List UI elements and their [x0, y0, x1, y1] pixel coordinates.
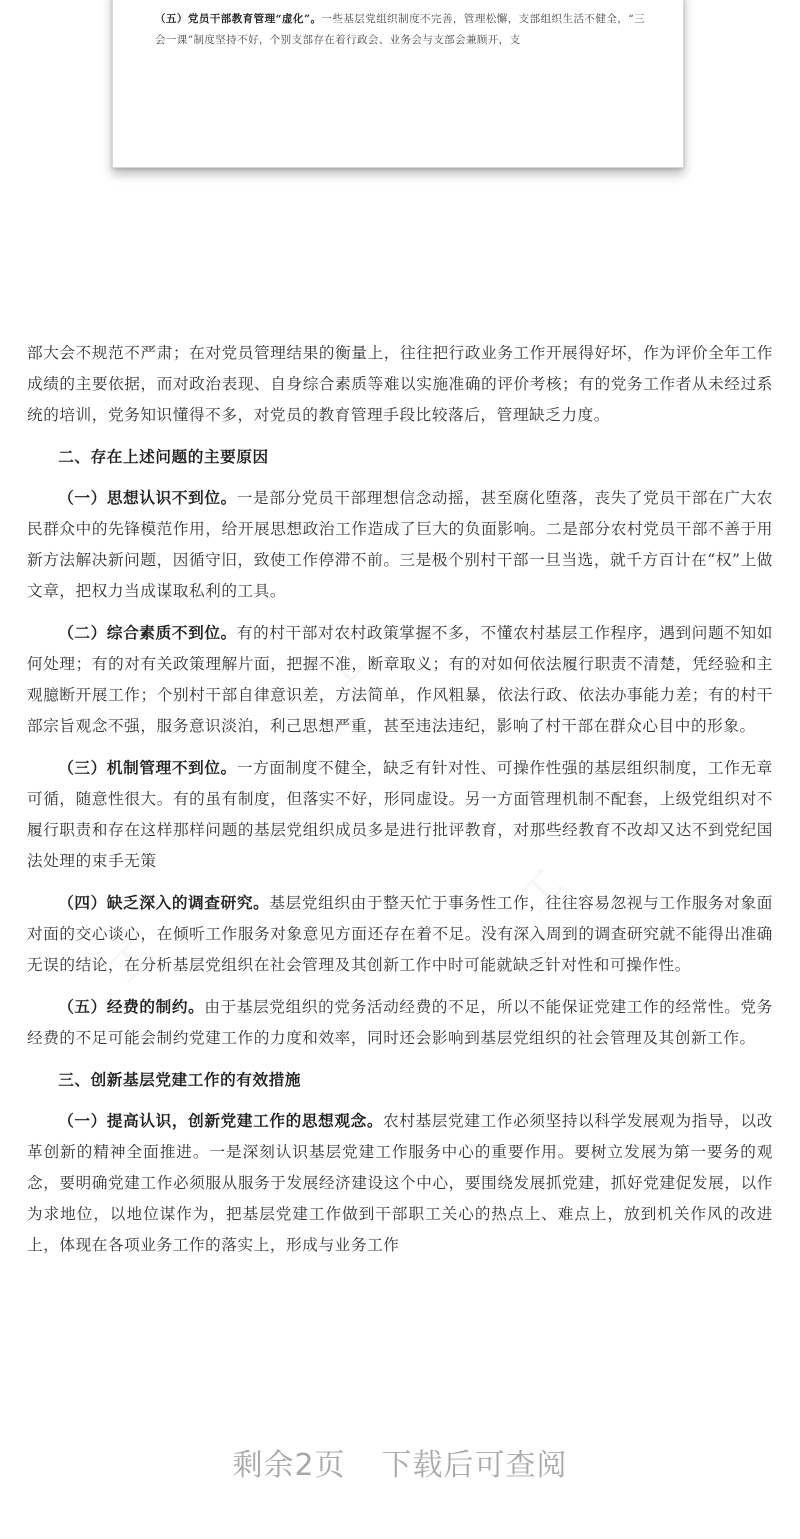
paragraph-lead: （四）缺乏深入的调查研究。 [58, 893, 270, 912]
paragraph-lead: （五）经费的制约。 [58, 997, 205, 1016]
paragraph-lead: （二）综合素质不到位。 [58, 623, 237, 642]
paragraph-lead: （三）机制管理不到位。 [58, 758, 237, 777]
preview-text [155, 9, 645, 51]
paragraph [27, 482, 773, 607]
paragraph-text: 农村基层党建工作必须坚持以科学发展观为指导，以改革创新的精神全面推进。一是深刻认识基层党建工作服务中心的重要作用。要树立发展为第一要务的观念，要明确党建工作必须服从服务于发展经济建设这个中心，要围绕发展抓党建，抓好党建促发展，以作为求地位，以地位谋作为，把基层党建工作做到干部职工关心的热点上、难点上，放到机关作风的改进上，体现在各项业务工作的落实上，形成与业务工作 [27, 1112, 773, 1254]
preview-page-card [112, 0, 684, 168]
paragraph [27, 887, 773, 981]
paragraph-lead: （一）思想认识不到位。 [58, 488, 237, 507]
paragraph [27, 752, 773, 877]
paragraph: 部大会不规范不严肃；在对党员管理结果的衡量上，往往把行政业务工作开展得好坏，作为评价全年工作成绩的主要依据，而对政治表现、自身综合素质等难以实施准确的评价考核；有的党务工作者从未经过系统的培训，党务知识懂得不多，对党员的教育管理手段比较落后，管理缺乏力度。 [27, 344, 773, 424]
preview-lead: （五）党员干部教育管理“虚化”。 [155, 13, 322, 25]
paragraph-text: 有的村干部对农村政策掌握不多，不懂农村基层工作程序，遇到问题不知如何处理；有的对有关政策理解片面，把握不准，断章取义；有的对如何依法履行职责不清楚，凭经验和主观臆断开展工作；个别村干部自律意识差，方法简单，作风粗暴，依法行政、依法办事能力差；有的村干部宗旨观念不强，服务意识淡泊，利己思想严重，甚至违法违纪，影响了村干部在群众心目中的形象。 [27, 624, 773, 735]
paragraph [27, 1105, 773, 1261]
paragraph-text: 一是部分党员干部理想信念动摇，甚至腐化堕落，丧失了党员干部在广大农民群众中的先锋模范作用，给开展思想政治工作造成了巨大的负面影响。二是部分农村党员干部不善于用新方法解决新问题，因循守旧，致使工作停滞不前。三是极个别村干部一旦当选，就千方百计在“权”上做文章，把权力当成谋取私利的工具。 [27, 489, 773, 600]
download-prompt[interactable] [0, 1440, 800, 1484]
paragraph-lead: （一）提高认识，创新党建工作的思想观念。 [58, 1111, 384, 1130]
download-to-view-label[interactable]: 下载后可查阅 [381, 1448, 568, 1483]
section-heading: 二、存在上述问题的主要原因 [58, 447, 269, 466]
paragraph-text: 由于基层党组织的党务活动经费的不足，所以不能保证党建工作的经常性。党务经费的不足可能会制约党建工作的力度和效率，同时还会影响到基层党组织的社会管理及其创新工作。 [27, 998, 773, 1047]
document-body [27, 338, 773, 1271]
paragraph-text: 一方面制度不健全，缺乏有针对性、可操作性强的基层组织制度，工作无章可循，随意性很大。有的虽有制度，但落实不好，形同虚设。另一方面管理机制不配套，上级党组织对不履行职责和存在这样那样问题的基层党组织成员多是进行批评教育，对那些经教育不改却又达不到党纪国法处理的束手无策 [27, 759, 773, 870]
paragraph-text: 基层党组织由于整天忙于事务性工作，往往容易忽视与工作服务对象面对面的交心谈心，在倾听工作服务对象意见方面还存在着不足。没有深入周到的调查研究就不能得出准确无误的结论，在分析基层党组织在社会管理及其创新工作中时可能就缺乏针对性和可操作性。 [27, 894, 773, 974]
paragraph [27, 617, 773, 742]
paragraph [27, 991, 773, 1054]
preview-body: 一些基层党组织制度不完善，管理松懈，支部组织生活不健全，“三会一课”制度坚持不好，个别支部存在着行政会、业务会与支部会兼顾开，支 [155, 13, 645, 46]
remaining-pages-label: 剩余2页 [232, 1448, 346, 1483]
section-heading: 三、创新基层党建工作的有效措施 [58, 1070, 302, 1089]
